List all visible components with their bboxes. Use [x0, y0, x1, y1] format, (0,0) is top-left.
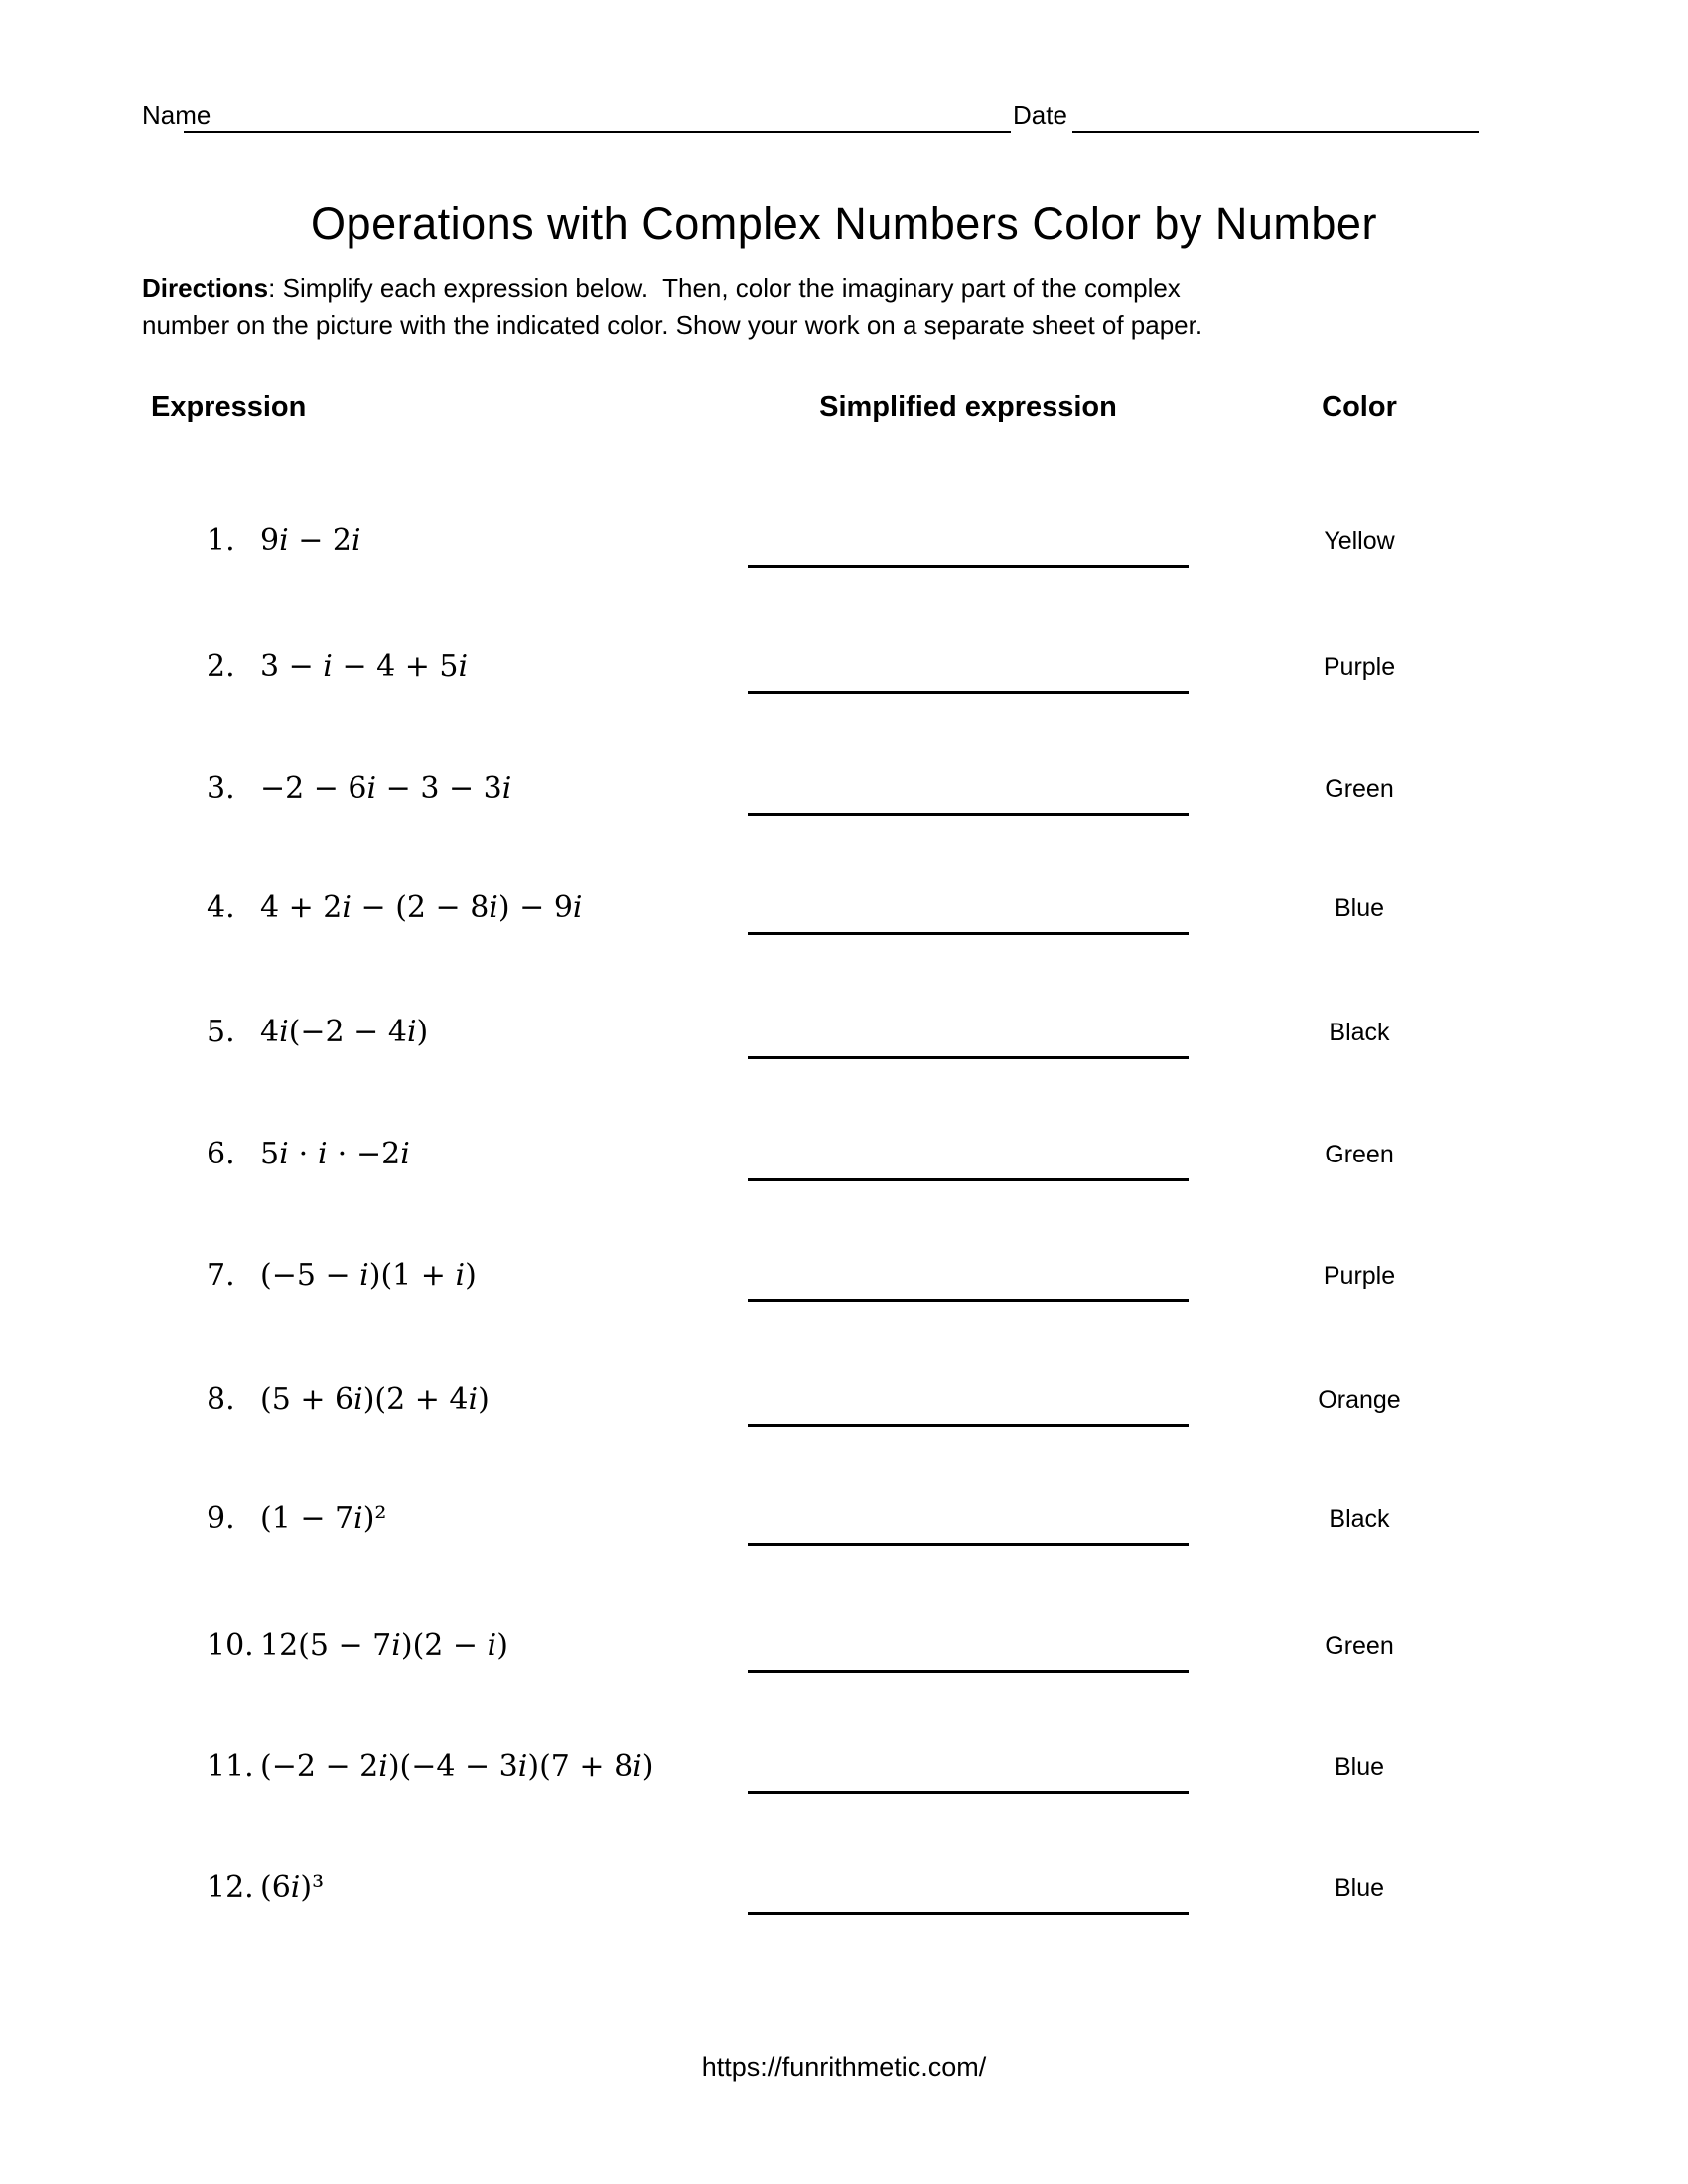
problem-expression: (6i)³ — [260, 1870, 325, 1905]
problem-expression: 12(5 − 7i)(2 − i) — [260, 1628, 508, 1663]
directions-text-1: : Simplify each expression below. Then, color the imaginary part of the complex — [268, 273, 1181, 303]
problem-row-3 — [0, 765, 1688, 817]
color-label: Yellow — [1324, 527, 1395, 555]
problem-row-6 — [0, 1131, 1688, 1182]
problem-number: 10. — [207, 1628, 254, 1663]
answer-blank-line — [748, 1743, 1189, 1794]
problem-number: 1. — [207, 523, 235, 558]
problem-row-10 — [0, 1622, 1688, 1674]
answer-blank-line — [748, 1252, 1189, 1302]
problem-number: 4. — [207, 890, 235, 925]
column-headers — [0, 383, 1688, 431]
problem-expression: (−5 − i)(1 + i) — [260, 1258, 477, 1293]
problem-expression: (−2 − 2i)(−4 − 3i)(7 + 8i) — [260, 1749, 654, 1784]
problem-number: 2. — [207, 649, 235, 684]
answer-blank-line — [748, 1131, 1189, 1181]
problem-number: 8. — [207, 1382, 235, 1417]
problem-row-11 — [0, 1743, 1688, 1795]
color-label: Black — [1329, 1505, 1390, 1533]
problem-expression: (1 − 7i)² — [260, 1501, 387, 1536]
answer-blank-line — [748, 1864, 1189, 1915]
problem-expression: 4i(−2 − 4i) — [260, 1015, 429, 1049]
problem-number: 7. — [207, 1258, 235, 1293]
problem-expression: 4 + 2i − (2 − 8i) − 9i — [260, 890, 583, 925]
problem-number: 12. — [207, 1870, 254, 1905]
color-label: Green — [1325, 775, 1394, 803]
color-label: Green — [1325, 1141, 1394, 1168]
problem-row-8 — [0, 1376, 1688, 1428]
answer-blank-line — [748, 1622, 1189, 1673]
problem-number: 9. — [207, 1501, 235, 1536]
problem-expression: 5i ⋅ i ⋅ −2i — [260, 1137, 410, 1171]
directions-line-2: number on the picture with the indicated color. Show your work on a separate sheet of paper. — [142, 310, 1203, 340]
date-blank-line — [1072, 97, 1479, 133]
color-label: Black — [1329, 1019, 1390, 1046]
answer-blank-line — [748, 1009, 1189, 1059]
problem-number: 11. — [207, 1749, 254, 1784]
answer-blank-line — [748, 643, 1189, 694]
color-label: Purple — [1323, 653, 1396, 681]
problem-row-12 — [0, 1864, 1688, 1916]
name-blank-line — [184, 97, 1011, 133]
problem-row-4 — [0, 885, 1688, 936]
problem-row-7 — [0, 1252, 1688, 1303]
answer-blank-line — [748, 885, 1189, 935]
column-header-simplified: Simplified expression — [819, 391, 1117, 423]
problem-expression: (5 + 6i)(2 + 4i) — [260, 1382, 490, 1417]
answer-blank-line — [748, 1376, 1189, 1427]
color-label: Blue — [1334, 894, 1385, 922]
answer-blank-line — [748, 517, 1189, 568]
problem-row-1 — [0, 517, 1688, 569]
directions — [142, 270, 1463, 343]
problem-expression: −2 − 6i − 3 − 3i — [260, 771, 512, 806]
answer-blank-line — [748, 1495, 1189, 1546]
color-label: Orange — [1318, 1386, 1401, 1414]
color-label: Blue — [1334, 1753, 1385, 1781]
column-header-color: Color — [1322, 391, 1397, 423]
color-label: Blue — [1334, 1874, 1385, 1902]
color-label: Green — [1325, 1632, 1394, 1660]
directions-label: Directions — [142, 273, 269, 303]
page-title: Operations with Complex Numbers Color by Number — [311, 199, 1377, 249]
color-label: Purple — [1323, 1262, 1396, 1290]
problem-number: 6. — [207, 1137, 235, 1171]
problem-number: 3. — [207, 771, 235, 806]
problem-number: 5. — [207, 1015, 235, 1049]
name-label: Name — [142, 100, 211, 130]
footer-url: https://funrithmetic.com/ — [701, 2052, 987, 2082]
problem-expression: 9i − 2i — [260, 523, 361, 558]
directions-line-1 — [142, 270, 1463, 307]
problem-expression: 3 − i − 4 + 5i — [260, 649, 469, 684]
answer-blank-line — [748, 765, 1189, 816]
name-date-row — [0, 97, 1688, 133]
problem-row-5 — [0, 1009, 1688, 1060]
date-label: Date — [1013, 100, 1067, 130]
column-header-expression: Expression — [151, 391, 307, 423]
problem-row-2 — [0, 643, 1688, 695]
problem-row-9 — [0, 1495, 1688, 1547]
